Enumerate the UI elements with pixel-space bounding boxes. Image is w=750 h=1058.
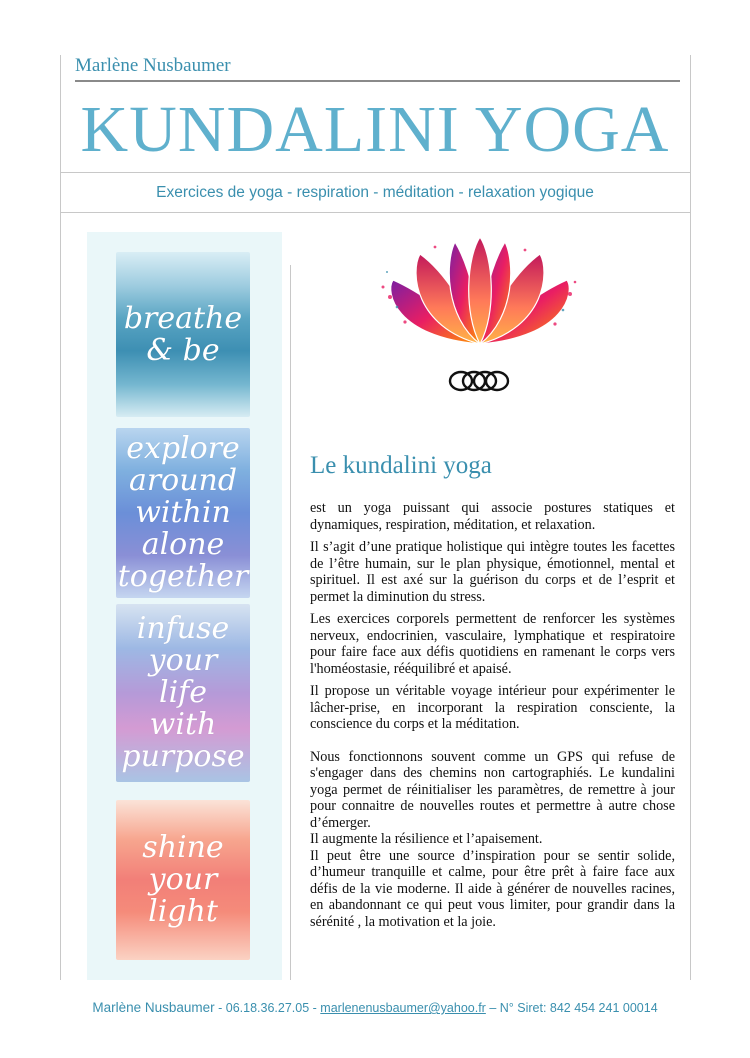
infinity-knot-icon — [447, 368, 511, 394]
paragraph: Il propose un véritable voyage intérieur pour expérimenter le lâcher-prise, en incorporant la respiration consciente, la conscience du corps et la méditation. — [310, 683, 675, 732]
paragraph: Il peut être une source d’inspiration pour se sentir solide, d’humeur tranquille et calme, pour être prêt à faire face aux défis de la vie moderne. Il aide à générer de nouvelles racines, en abandonnant ce qui peut vous limiter, pour grandir dans la sérénité , la motivation et la joie. — [310, 847, 675, 930]
subtitle-rule-bottom — [60, 212, 690, 213]
paragraph: Il augmente la résilience et l’apaisement. — [310, 831, 543, 847]
shine-card-image: shine your light — [116, 800, 250, 960]
paragraph: Il s’agit d’une pratique holistique qui intègre toutes les facettes de l’être humain, sur le plan physique, émotionnel, mental et spirituel. Il est axé sur la guérison du corps et de l’esprit et permet la diminution du stress. — [310, 539, 675, 605]
breathe-card-image: breathe & be — [116, 252, 250, 417]
explore-card-image: explore around within alone together — [116, 428, 250, 598]
column-divider — [290, 265, 291, 980]
paragraph: Les exercices corporels permettent de renforcer les systèmes nerveux, endocrinien, vasculaire, lymphatique et respiratoire pour faire face aux défis quotidiens en ramenant le corps vers l'homéostasie, rééquilibré et apaisé. — [310, 611, 675, 677]
section-title: Le kundalini yoga — [310, 452, 492, 479]
footer-siret: – N° Siret: 842 454 241 00014 — [485, 1001, 658, 1015]
header-author: Marlène Nusbaumer — [75, 55, 231, 76]
body-text — [310, 500, 675, 930]
right-border — [690, 55, 691, 980]
title-rule-bottom — [60, 172, 690, 173]
paragraph: Nous fonctionnons souvent comme un GPS qui refuse de s'engager dans des chemins non cartographiés. Le kundalini yoga permet de réinitialiser les paramètres, de remettre à jour pour connaitre de nouvelles routes et permettre à autre chose d’émerger. — [310, 748, 675, 831]
page-subtitle: Exercices de yoga - respiration - méditation - relaxation yogique — [156, 184, 594, 201]
footer-name: Marlène Nusbaumer — [92, 1000, 215, 1015]
page-title: KUNDALINI YOGA — [80, 93, 670, 166]
footer-phone: - 06.18.36.27.05 - — [214, 1001, 321, 1015]
header-rule — [75, 80, 680, 82]
footer — [0, 1000, 750, 1015]
footer-email-link[interactable]: marlenenusbaumer@yahoo.fr — [320, 1001, 486, 1015]
infuse-card-image: infuse your life with purpose — [116, 604, 250, 782]
lotus-illustration — [375, 232, 585, 352]
paragraph: est un yoga puissant qui associe postures statiques et dynamiques, respiration, méditation, et relaxation. — [310, 500, 675, 533]
